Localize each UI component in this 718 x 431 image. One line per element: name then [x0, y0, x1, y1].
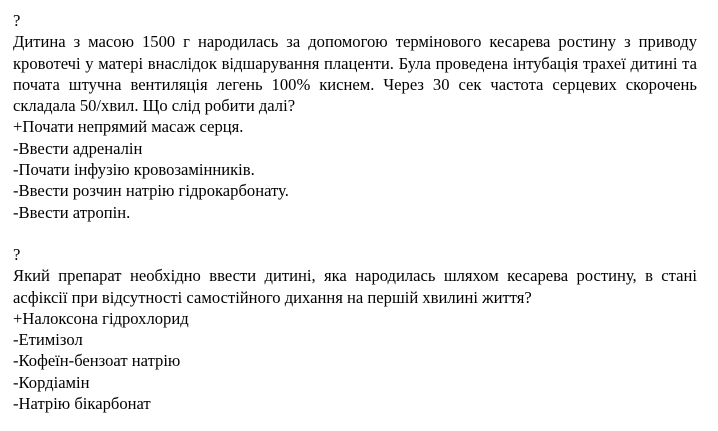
question-text: Який препарат необхідно ввести дитині, яка народилась шляхом кесарева ростину, в стані асфіксії при відсутності самостійного дихання на першій хвилині життя? [13, 266, 697, 307]
question-marker: ? [13, 11, 21, 30]
answer-correct: +Почати непрямий масаж серця. [13, 117, 244, 137]
question-marker: ? [13, 244, 21, 264]
answer-correct: +Налоксона гідрохлорид [13, 308, 189, 328]
answer-option: -Ввести адреналін [13, 138, 143, 158]
answer-option: -Етимізол [13, 330, 83, 350]
answer-option: -Ввести атропін. [13, 202, 131, 222]
answer-option: -Кордіамін [13, 372, 90, 392]
question-block-2 [13, 244, 697, 414]
answer-option: -Почати інфузію кровозамінників. [13, 160, 255, 180]
answer-option: -Натрію бікарбонат [13, 394, 151, 414]
question-block-1 [13, 10, 697, 223]
answer-option: -Ввести розчин натрію гідрокарбонату. [13, 181, 289, 201]
question-text: Дитина з масою 1500 г народилась за допомогою термінового кесарева ростину з приводу кровотечі у матері внаслідок відшарування плаценти. Була проведена інтубація трахеї дитині та почата штучна вентиляція легень 100% киснем. Через 30 сек частота серцевих скорочень складала 50/хвил. Що слід робити далі? [13, 32, 697, 116]
answer-option: -Кофеїн-бензоат натрію [13, 351, 181, 371]
